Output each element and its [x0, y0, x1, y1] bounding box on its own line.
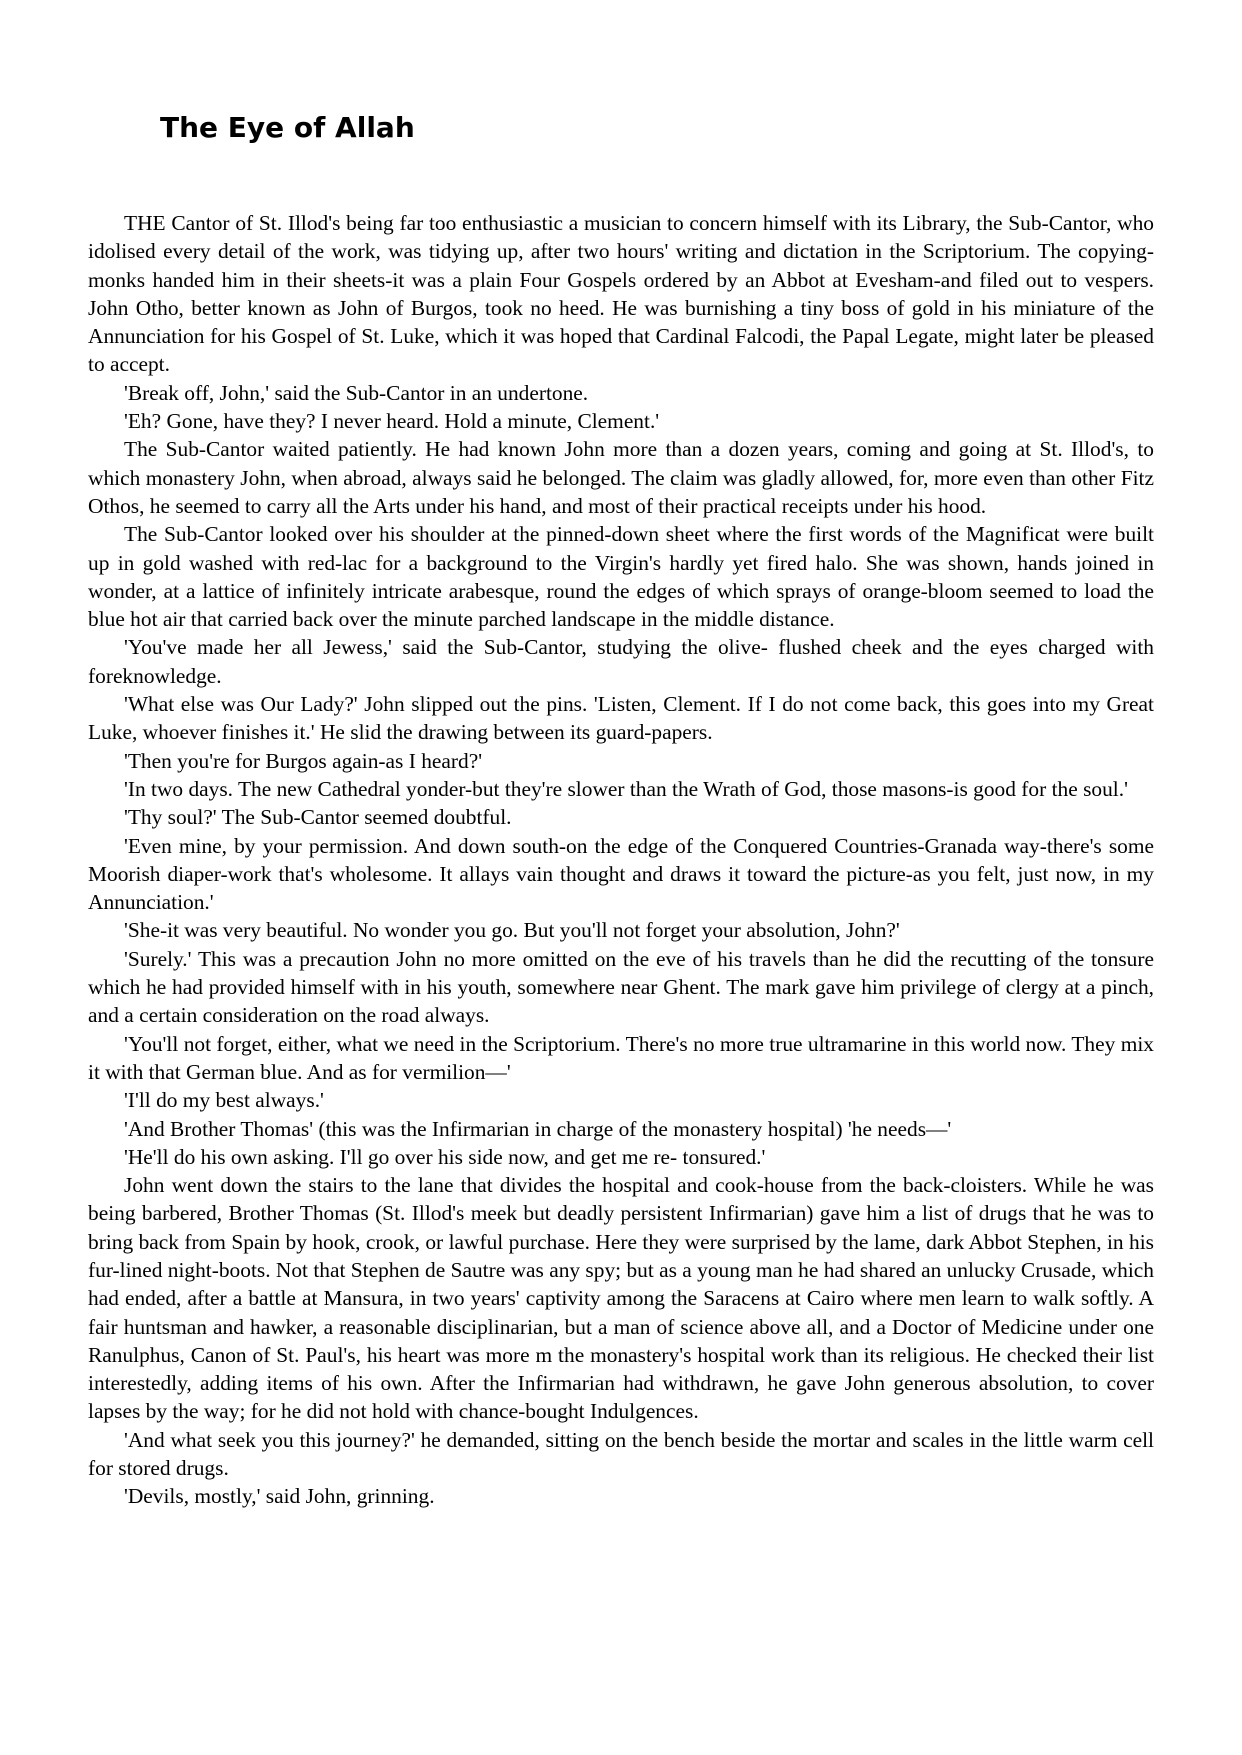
paragraph: 'I'll do my best always.' [124, 1088, 324, 1113]
paragraph: 'She-it was very beautiful. No wonder you go. But you'll not forget your absolution, John?' [124, 918, 900, 943]
paragraph: 'Thy soul?' The Sub-Cantor seemed doubtful. [124, 805, 512, 830]
paragraph: 'Even mine, by your permission. And down south-on the edge of the Conquered Countries-Granada way-there's some Moorish diaper-work that's wholesome. It allays vain thought and draws it toward the picture-as you felt, just now, in my Annunciation.' [88, 833, 1154, 915]
body-text [88, 209, 1154, 1511]
paragraph: The Sub-Cantor looked over his shoulder at the pinned-down sheet where the first words of the Magnificat were built up in gold washed with red-lac for a background to the Virgin's hardly yet fired halo. She was shown, hands joined in wonder, at a lattice of infinitely intricate arabesque, round the edges of which sprays of orange-bloom seemed to load the blue hot air that carried back over the minute parched landscape in the middle distance. [88, 522, 1154, 632]
paragraph: 'In two days. The new Cathedral yonder-but they're slower than the Wrath of God, those masons-is good for the soul.' [124, 776, 1128, 801]
paragraph: 'You've made her all Jewess,' said the Sub-Cantor, studying the olive- flushed cheek and the eyes charged with foreknowledge. [88, 635, 1154, 688]
paragraph: 'He'll do his own asking. I'll go over his side now, and get me re- tonsured.' [124, 1144, 766, 1169]
paragraph: 'Break off, John,' said the Sub-Cantor in an undertone. [124, 380, 589, 405]
page-title: The Eye of Allah [160, 111, 415, 144]
paragraph: 'Devils, mostly,' said John, grinning. [124, 1484, 435, 1509]
paragraph: 'And what seek you this journey?' he demanded, sitting on the bench beside the mortar and scales in the little warm cell for stored drugs. [88, 1427, 1154, 1481]
paragraph: 'Surely.' This was a precaution John no more omitted on the eve of his travels than he did the recutting of the tonsure which he had provided himself with in his youth, somewhere near Ghent. The mark gave him privilege of clergy at a pinch, and a certain consideration on the road always. [88, 946, 1154, 1028]
paragraph: 'Then you're for Burgos again-as I heard?' [124, 748, 483, 773]
paragraph: 'What else was Our Lady?' John slipped out the pins. 'Listen, Clement. If I do not come back, this goes into my Great Luke, whoever finishes it.' He slid the drawing between its guard-papers. [88, 692, 1154, 745]
paragraph: 'And Brother Thomas' (this was the Infirmarian in charge of the monastery hospital) 'he needs—' [124, 1116, 952, 1141]
paragraph: John went down the stairs to the lane that divides the hospital and cook-house from the back-cloisters. While he was being barbered, Brother Thomas (St. Illod's meek but deadly persistent Infirmarian) gave him a list of drugs that he was to bring back from Spain by hook, crook, or lawful purchase. Here they were surprised by the lame, dark Abbot Stephen, in his fur-lined night-boots. Not that Stephen de Sautre was any spy; but as a young man he had shared an unlucky Crusade, which had ended, after a battle at Mansura, in two years' captivity among the Saracens at Cairo where men learn to walk softly. A fair huntsman and hawker, a reasonable disciplinarian, but a man of science above all, and a Doctor of Medicine under one Ranulphus, Canon of St. Paul's, his heart was more m the monastery's hospital work than its religious. He checked their list interestedly, adding items of his own. After the Infirmarian had withdrawn, he gave John generous absolution, to cover lapses by the way; for he did not hold with chance-bought Indulgences. [88, 1173, 1154, 1424]
paragraph: 'Eh? Gone, have they? I never heard. Hold a minute, Clement.' [124, 409, 660, 434]
paragraph: THE Cantor of St. Illod's being far too enthusiastic a musician to concern himself with its Library, the Sub-Cantor, who idolised every detail of the work, was tidying up, after two hours' writing and dictation in the Scriptorium. The copying-monks handed him in their sheets-it was a plain Four Gospels ordered by an Abbot at Evesham-and filed out to vespers. John Otho, better known as John of Burgos, took no heed. He was burnishing a tiny boss of gold in his miniature of the Annunciation for his Gospel of St. Luke, which it was hoped that Cardinal Falcodi, the Papal Legate, might later be pleased to accept. [88, 211, 1154, 377]
paragraph: 'You'll not forget, either, what we need in the Scriptorium. There's no more true ultramarine in this world now. They mix it with that German blue. And as for vermilion—' [88, 1031, 1154, 1084]
paragraph: The Sub-Cantor waited patiently. He had known John more than a dozen years, coming and going at St. Illod's, to which monastery John, when abroad, always said he belonged. The claim was gladly allowed, for, more even than other Fitz Othos, he seemed to carry all the Arts under his hand, and most of their practical receipts under his hood. [88, 437, 1154, 518]
